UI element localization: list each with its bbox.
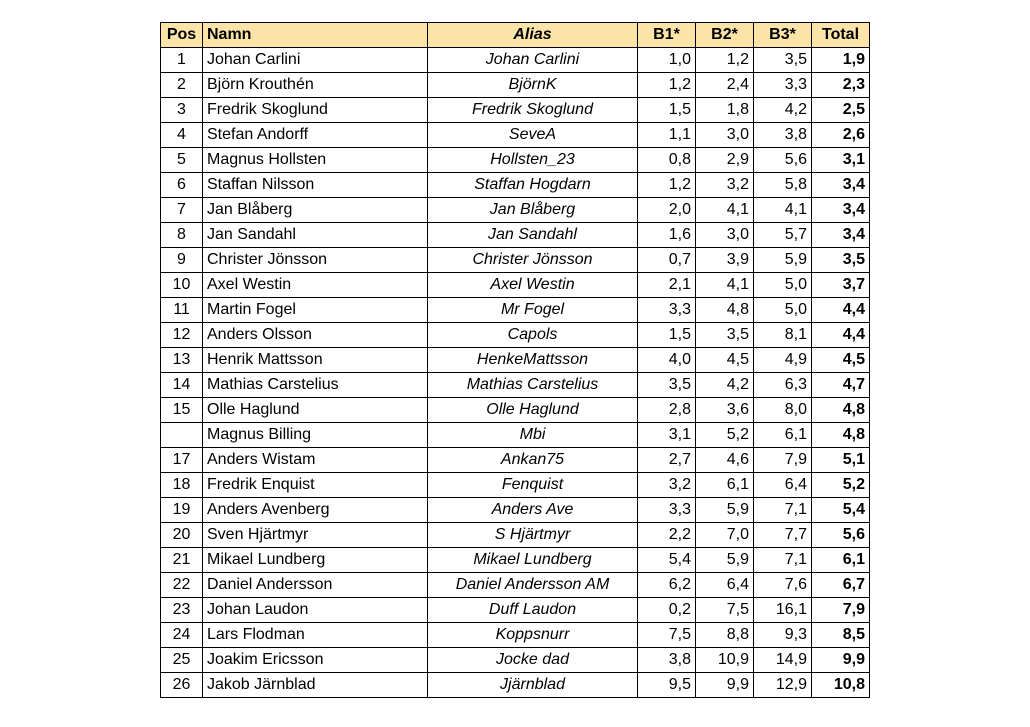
cell-namn: Johan Laudon bbox=[203, 598, 428, 623]
header-namn: Namn bbox=[203, 23, 428, 48]
cell-namn: Stefan Andorff bbox=[203, 123, 428, 148]
cell-namn: Joakim Ericsson bbox=[203, 648, 428, 673]
cell-b3: 3,3 bbox=[754, 73, 812, 98]
cell-alias: Staffan Hogdarn bbox=[428, 173, 638, 198]
cell-b3: 4,9 bbox=[754, 348, 812, 373]
table-row bbox=[161, 498, 870, 523]
cell-namn: Magnus Hollsten bbox=[203, 148, 428, 173]
cell-total: 6,7 bbox=[812, 573, 870, 598]
table-row bbox=[161, 48, 870, 73]
cell-alias: Axel Westin bbox=[428, 273, 638, 298]
cell-namn: Anders Olsson bbox=[203, 323, 428, 348]
cell-b3: 16,1 bbox=[754, 598, 812, 623]
cell-b2: 10,9 bbox=[696, 648, 754, 673]
cell-alias: BjörnK bbox=[428, 73, 638, 98]
cell-total: 3,4 bbox=[812, 173, 870, 198]
cell-alias: Mikael Lundberg bbox=[428, 548, 638, 573]
cell-total: 4,7 bbox=[812, 373, 870, 398]
cell-b3: 3,5 bbox=[754, 48, 812, 73]
cell-total: 4,5 bbox=[812, 348, 870, 373]
cell-b2: 3,2 bbox=[696, 173, 754, 198]
cell-b2: 4,8 bbox=[696, 298, 754, 323]
cell-b2: 1,8 bbox=[696, 98, 754, 123]
cell-pos: 1 bbox=[161, 48, 203, 73]
cell-b2: 7,5 bbox=[696, 598, 754, 623]
cell-b3: 7,7 bbox=[754, 523, 812, 548]
cell-namn: Björn Krouthén bbox=[203, 73, 428, 98]
cell-b3: 14,9 bbox=[754, 648, 812, 673]
cell-total: 3,4 bbox=[812, 223, 870, 248]
cell-b2: 4,5 bbox=[696, 348, 754, 373]
cell-namn: Lars Flodman bbox=[203, 623, 428, 648]
cell-b3: 5,7 bbox=[754, 223, 812, 248]
cell-namn: Henrik Mattsson bbox=[203, 348, 428, 373]
table-row bbox=[161, 523, 870, 548]
cell-pos: 13 bbox=[161, 348, 203, 373]
cell-b2: 4,6 bbox=[696, 448, 754, 473]
cell-alias: Christer Jönsson bbox=[428, 248, 638, 273]
cell-pos: 15 bbox=[161, 398, 203, 423]
table-row bbox=[161, 223, 870, 248]
cell-b2: 5,9 bbox=[696, 498, 754, 523]
cell-total: 9,9 bbox=[812, 648, 870, 673]
cell-total: 2,3 bbox=[812, 73, 870, 98]
cell-total: 3,1 bbox=[812, 148, 870, 173]
cell-pos: 22 bbox=[161, 573, 203, 598]
cell-namn: Daniel Andersson bbox=[203, 573, 428, 598]
cell-b1: 2,1 bbox=[638, 273, 696, 298]
table-row bbox=[161, 623, 870, 648]
cell-b1: 0,7 bbox=[638, 248, 696, 273]
header-b1: B1* bbox=[638, 23, 696, 48]
cell-b1: 1,5 bbox=[638, 323, 696, 348]
table-row bbox=[161, 298, 870, 323]
table-row bbox=[161, 273, 870, 298]
cell-b1: 2,7 bbox=[638, 448, 696, 473]
cell-pos bbox=[161, 423, 203, 448]
table-row bbox=[161, 148, 870, 173]
table-header bbox=[161, 23, 870, 48]
table-row bbox=[161, 598, 870, 623]
cell-pos: 5 bbox=[161, 148, 203, 173]
cell-pos: 23 bbox=[161, 598, 203, 623]
cell-alias: S Hjärtmyr bbox=[428, 523, 638, 548]
cell-b1: 3,3 bbox=[638, 498, 696, 523]
cell-alias: Ankan75 bbox=[428, 448, 638, 473]
cell-b3: 3,8 bbox=[754, 123, 812, 148]
cell-pos: 6 bbox=[161, 173, 203, 198]
cell-b1: 3,1 bbox=[638, 423, 696, 448]
cell-b3: 5,0 bbox=[754, 298, 812, 323]
cell-namn: Fredrik Skoglund bbox=[203, 98, 428, 123]
cell-b3: 5,8 bbox=[754, 173, 812, 198]
cell-b2: 5,9 bbox=[696, 548, 754, 573]
cell-b2: 4,2 bbox=[696, 373, 754, 398]
cell-alias: Mbi bbox=[428, 423, 638, 448]
cell-b2: 3,0 bbox=[696, 223, 754, 248]
cell-alias: Duff Laudon bbox=[428, 598, 638, 623]
cell-alias: Hollsten_23 bbox=[428, 148, 638, 173]
cell-b2: 3,9 bbox=[696, 248, 754, 273]
cell-pos: 8 bbox=[161, 223, 203, 248]
cell-b1: 1,6 bbox=[638, 223, 696, 248]
cell-total: 2,6 bbox=[812, 123, 870, 148]
cell-total: 4,8 bbox=[812, 398, 870, 423]
cell-b3: 7,1 bbox=[754, 548, 812, 573]
cell-total: 8,5 bbox=[812, 623, 870, 648]
cell-alias: Fenquist bbox=[428, 473, 638, 498]
cell-b3: 7,6 bbox=[754, 573, 812, 598]
table-row bbox=[161, 198, 870, 223]
cell-alias: SeveA bbox=[428, 123, 638, 148]
table-row bbox=[161, 548, 870, 573]
cell-namn: Anders Wistam bbox=[203, 448, 428, 473]
cell-pos: 21 bbox=[161, 548, 203, 573]
cell-pos: 11 bbox=[161, 298, 203, 323]
cell-b1: 3,8 bbox=[638, 648, 696, 673]
cell-b3: 4,1 bbox=[754, 198, 812, 223]
cell-total: 2,5 bbox=[812, 98, 870, 123]
cell-namn: Martin Fogel bbox=[203, 298, 428, 323]
cell-b1: 3,2 bbox=[638, 473, 696, 498]
header-pos: Pos bbox=[161, 23, 203, 48]
cell-alias: Koppsnurr bbox=[428, 623, 638, 648]
table-row bbox=[161, 423, 870, 448]
cell-b3: 7,1 bbox=[754, 498, 812, 523]
cell-b3: 4,2 bbox=[754, 98, 812, 123]
cell-b3: 6,1 bbox=[754, 423, 812, 448]
table-row bbox=[161, 248, 870, 273]
cell-pos: 7 bbox=[161, 198, 203, 223]
cell-namn: Staffan Nilsson bbox=[203, 173, 428, 198]
table-row bbox=[161, 123, 870, 148]
table-row bbox=[161, 373, 870, 398]
cell-pos: 26 bbox=[161, 673, 203, 698]
cell-namn: Mikael Lundberg bbox=[203, 548, 428, 573]
table-row bbox=[161, 648, 870, 673]
cell-b3: 5,9 bbox=[754, 248, 812, 273]
cell-b1: 1,2 bbox=[638, 73, 696, 98]
cell-alias: Daniel Andersson AM bbox=[428, 573, 638, 598]
cell-b2: 3,5 bbox=[696, 323, 754, 348]
cell-b1: 1,2 bbox=[638, 173, 696, 198]
cell-total: 3,7 bbox=[812, 273, 870, 298]
cell-b1: 1,0 bbox=[638, 48, 696, 73]
header-b3: B3* bbox=[754, 23, 812, 48]
cell-b2: 2,4 bbox=[696, 73, 754, 98]
cell-pos: 4 bbox=[161, 123, 203, 148]
cell-b1: 1,5 bbox=[638, 98, 696, 123]
cell-b1: 0,8 bbox=[638, 148, 696, 173]
cell-total: 4,4 bbox=[812, 298, 870, 323]
cell-alias: Johan Carlini bbox=[428, 48, 638, 73]
cell-namn: Johan Carlini bbox=[203, 48, 428, 73]
cell-alias: Olle Haglund bbox=[428, 398, 638, 423]
cell-b1: 2,2 bbox=[638, 523, 696, 548]
cell-b1: 7,5 bbox=[638, 623, 696, 648]
table-row bbox=[161, 348, 870, 373]
cell-b3: 5,6 bbox=[754, 148, 812, 173]
table-row bbox=[161, 573, 870, 598]
cell-b1: 2,8 bbox=[638, 398, 696, 423]
cell-alias: Anders Ave bbox=[428, 498, 638, 523]
cell-b1: 2,0 bbox=[638, 198, 696, 223]
cell-alias: Mr Fogel bbox=[428, 298, 638, 323]
cell-total: 10,8 bbox=[812, 673, 870, 698]
cell-total: 4,4 bbox=[812, 323, 870, 348]
cell-namn: Jan Blåberg bbox=[203, 198, 428, 223]
cell-b2: 9,9 bbox=[696, 673, 754, 698]
cell-total: 3,5 bbox=[812, 248, 870, 273]
table-row bbox=[161, 473, 870, 498]
cell-namn: Jakob Järnblad bbox=[203, 673, 428, 698]
table-row bbox=[161, 398, 870, 423]
cell-pos: 19 bbox=[161, 498, 203, 523]
cell-namn: Anders Avenberg bbox=[203, 498, 428, 523]
cell-b2: 6,4 bbox=[696, 573, 754, 598]
cell-namn: Fredrik Enquist bbox=[203, 473, 428, 498]
cell-b2: 1,2 bbox=[696, 48, 754, 73]
cell-total: 1,9 bbox=[812, 48, 870, 73]
cell-alias: Jan Sandahl bbox=[428, 223, 638, 248]
cell-b1: 5,4 bbox=[638, 548, 696, 573]
cell-b3: 6,4 bbox=[754, 473, 812, 498]
cell-b2: 7,0 bbox=[696, 523, 754, 548]
cell-alias: Jjärnblad bbox=[428, 673, 638, 698]
cell-namn: Olle Haglund bbox=[203, 398, 428, 423]
cell-total: 4,8 bbox=[812, 423, 870, 448]
cell-b1: 0,2 bbox=[638, 598, 696, 623]
cell-pos: 25 bbox=[161, 648, 203, 673]
cell-b3: 6,3 bbox=[754, 373, 812, 398]
cell-total: 5,2 bbox=[812, 473, 870, 498]
cell-b1: 1,1 bbox=[638, 123, 696, 148]
table-row bbox=[161, 173, 870, 198]
header-alias: Alias bbox=[428, 23, 638, 48]
header-b2: B2* bbox=[696, 23, 754, 48]
cell-pos: 12 bbox=[161, 323, 203, 348]
cell-b3: 8,0 bbox=[754, 398, 812, 423]
table-row bbox=[161, 323, 870, 348]
table-row bbox=[161, 673, 870, 698]
cell-alias: Mathias Carstelius bbox=[428, 373, 638, 398]
table-row bbox=[161, 73, 870, 98]
cell-b2: 4,1 bbox=[696, 273, 754, 298]
cell-b2: 6,1 bbox=[696, 473, 754, 498]
table-row bbox=[161, 98, 870, 123]
cell-b2: 8,8 bbox=[696, 623, 754, 648]
cell-b2: 5,2 bbox=[696, 423, 754, 448]
cell-pos: 24 bbox=[161, 623, 203, 648]
table-row bbox=[161, 448, 870, 473]
cell-total: 3,4 bbox=[812, 198, 870, 223]
cell-pos: 2 bbox=[161, 73, 203, 98]
cell-b1: 3,5 bbox=[638, 373, 696, 398]
cell-alias: Fredrik Skoglund bbox=[428, 98, 638, 123]
cell-total: 5,4 bbox=[812, 498, 870, 523]
cell-b2: 3,6 bbox=[696, 398, 754, 423]
cell-namn: Christer Jönsson bbox=[203, 248, 428, 273]
cell-alias: Jan Blåberg bbox=[428, 198, 638, 223]
cell-alias: Capols bbox=[428, 323, 638, 348]
cell-b2: 4,1 bbox=[696, 198, 754, 223]
cell-total: 6,1 bbox=[812, 548, 870, 573]
cell-total: 5,6 bbox=[812, 523, 870, 548]
cell-pos: 20 bbox=[161, 523, 203, 548]
cell-b2: 3,0 bbox=[696, 123, 754, 148]
cell-b3: 7,9 bbox=[754, 448, 812, 473]
cell-namn: Sven Hjärtmyr bbox=[203, 523, 428, 548]
cell-b3: 5,0 bbox=[754, 273, 812, 298]
cell-b3: 8,1 bbox=[754, 323, 812, 348]
cell-b3: 9,3 bbox=[754, 623, 812, 648]
cell-namn: Mathias Carstelius bbox=[203, 373, 428, 398]
cell-pos: 10 bbox=[161, 273, 203, 298]
cell-b1: 9,5 bbox=[638, 673, 696, 698]
cell-pos: 3 bbox=[161, 98, 203, 123]
cell-b1: 3,3 bbox=[638, 298, 696, 323]
results-table bbox=[160, 22, 870, 698]
header-row bbox=[161, 23, 870, 48]
cell-pos: 17 bbox=[161, 448, 203, 473]
cell-b1: 6,2 bbox=[638, 573, 696, 598]
cell-pos: 9 bbox=[161, 248, 203, 273]
cell-namn: Jan Sandahl bbox=[203, 223, 428, 248]
header-total: Total bbox=[812, 23, 870, 48]
table-body bbox=[161, 48, 870, 698]
cell-namn: Axel Westin bbox=[203, 273, 428, 298]
cell-pos: 18 bbox=[161, 473, 203, 498]
cell-alias: Jocke dad bbox=[428, 648, 638, 673]
cell-b2: 2,9 bbox=[696, 148, 754, 173]
cell-namn: Magnus Billing bbox=[203, 423, 428, 448]
cell-total: 5,1 bbox=[812, 448, 870, 473]
cell-b3: 12,9 bbox=[754, 673, 812, 698]
cell-total: 7,9 bbox=[812, 598, 870, 623]
cell-alias: HenkeMattsson bbox=[428, 348, 638, 373]
cell-b1: 4,0 bbox=[638, 348, 696, 373]
cell-pos: 14 bbox=[161, 373, 203, 398]
